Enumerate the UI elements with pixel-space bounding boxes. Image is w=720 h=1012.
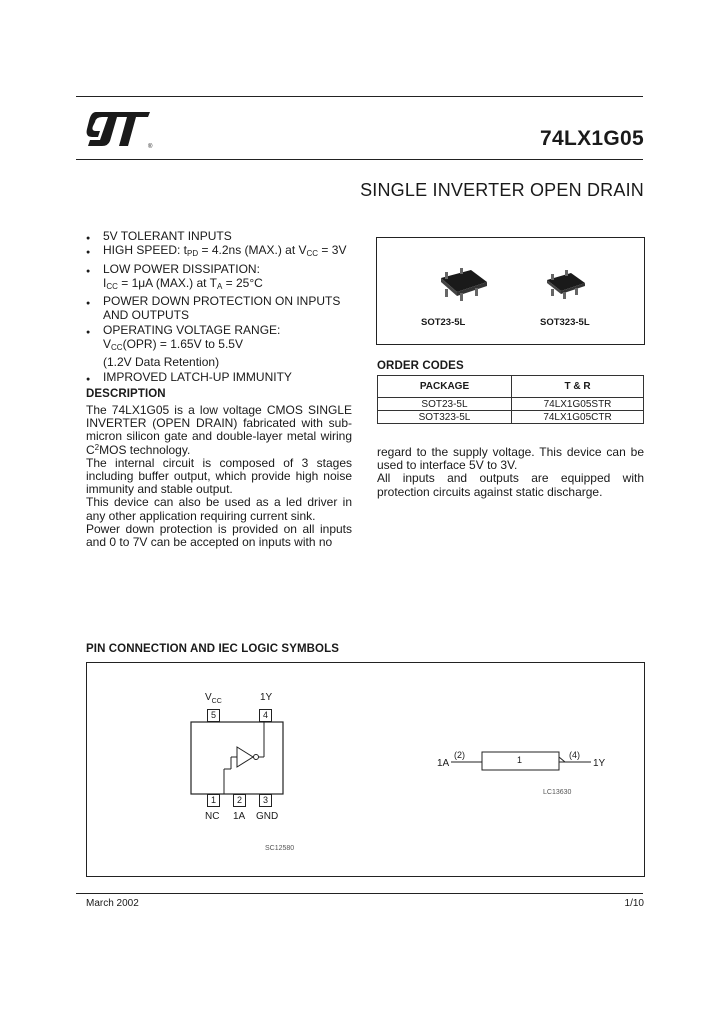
pin-2: 2 (233, 794, 246, 807)
pin-5: 5 (207, 709, 220, 722)
feature-item: $V_{CC}(OPR) = 1.65V$ to 5.5V (103, 337, 243, 353)
table-cell: 74LX1G05CTR (512, 411, 644, 424)
package-caption-left: SOT23-5L (421, 317, 466, 328)
description-paragraph: regard to the supply voltage. This device can be used to interface 5V to 3V. (377, 445, 644, 473)
table-cell: SOT323-5L (378, 411, 512, 424)
description-right-column (377, 446, 644, 499)
feature-item: ● LOW POWER DISSIPATION: (86, 261, 260, 276)
feature-item: ● OPERATING VOLTAGE RANGE: (86, 322, 281, 337)
description-paragraph: All inputs and outputs are equipped with protection circuits against static discharge. (377, 471, 644, 499)
table-header-row (378, 376, 644, 398)
iec-input-label: 1A (437, 758, 450, 769)
page-subtitle: SINGLE INVERTER OPEN DRAIN (360, 180, 644, 200)
column-header: T & R (512, 376, 644, 398)
feature-list (86, 229, 362, 384)
footer-date: March 2002 (86, 898, 139, 909)
sot23-package-image (433, 264, 493, 302)
package-caption-right: SOT323-5L (540, 317, 590, 328)
iec-box-label: 1 (517, 755, 523, 765)
iec-input-pin-number: (2) (454, 750, 465, 760)
order-codes-heading: ORDER CODES (377, 360, 464, 372)
feature-item: (1.2V Data Retention) (103, 355, 220, 370)
column-header: PACKAGE (378, 376, 512, 398)
pin-connection-heading: PIN CONNECTION AND IEC LOGIC SYMBOLS (86, 643, 339, 655)
package-box (376, 237, 645, 345)
page-number: 1/10 (624, 898, 644, 909)
description-paragraph: The 74LX1G05 is a low voltage CMOS SINGLE INVERTER (OPEN DRAIN) fabricated with sub-micron silicon gate and double-layer metal wiring $C^2MOS$ technology. (86, 403, 352, 457)
svg-text:®: ® (148, 144, 153, 150)
feature-item: ● POWER DOWN PROTECTION ON INPUTS AND OUTPUTS (86, 294, 341, 323)
gate-output-node (243, 756, 247, 760)
vcc-label: $V_{CC}$ (205, 692, 222, 705)
iec-output-pin-number: (4) (569, 750, 580, 760)
description-paragraph: The internal circuit is composed of 3 stages including buffer output, which provide high noise immunity and stable output. (86, 455, 352, 497)
pin-label-1a: 1A (233, 811, 246, 822)
description-paragraph: This device can also be used as a led driver in any other application requiring current sink. (86, 495, 352, 523)
description-left-column (86, 404, 352, 549)
sot323-package-image (541, 268, 591, 300)
left-figure-code: SC12580 (265, 845, 295, 852)
pin-1: 1 (207, 794, 220, 807)
header-rule (76, 159, 643, 160)
table-cell: 74LX1G05STR (512, 398, 644, 411)
chip-outline (187, 721, 287, 795)
iec-output-label: 1Y (593, 758, 606, 769)
table-row (378, 411, 644, 424)
part-number: 74LX1G05 (540, 127, 644, 150)
feature-item: ● HIGH SPEED: $t_{PD} = 4.2ns$ (MAX.) at $V_{CC} = 3V$ (86, 243, 347, 259)
footer-rule (76, 893, 643, 894)
feature-item: ● IMPROVED LATCH-UP IMMUNITY (86, 369, 292, 384)
order-codes-table (377, 375, 644, 424)
top-rule (76, 96, 643, 97)
pin-3: 3 (259, 794, 272, 807)
table-cell: SOT23-5L (378, 398, 512, 411)
description-heading: DESCRIPTION (86, 388, 166, 400)
feature-item: ● 5V TOLERANT INPUTS (86, 229, 232, 243)
feature-item: $I_{CC} = 1\mu A$ (MAX.) at $T_A = 25^\circ C$ (103, 275, 263, 291)
pin-label-gnd: GND (256, 811, 279, 822)
pin-label-nc: NC (205, 811, 220, 822)
description-paragraph: Power down protection is provided on all inputs and 0 to 7V can be accepted on inputs with no (86, 521, 352, 550)
st-logo (86, 108, 156, 150)
pin-diagram-box (86, 662, 645, 877)
right-figure-code: LC13630 (543, 789, 572, 796)
output-1y-label: 1Y (260, 692, 273, 703)
table-row (378, 398, 644, 411)
pin-4: 4 (259, 709, 272, 722)
